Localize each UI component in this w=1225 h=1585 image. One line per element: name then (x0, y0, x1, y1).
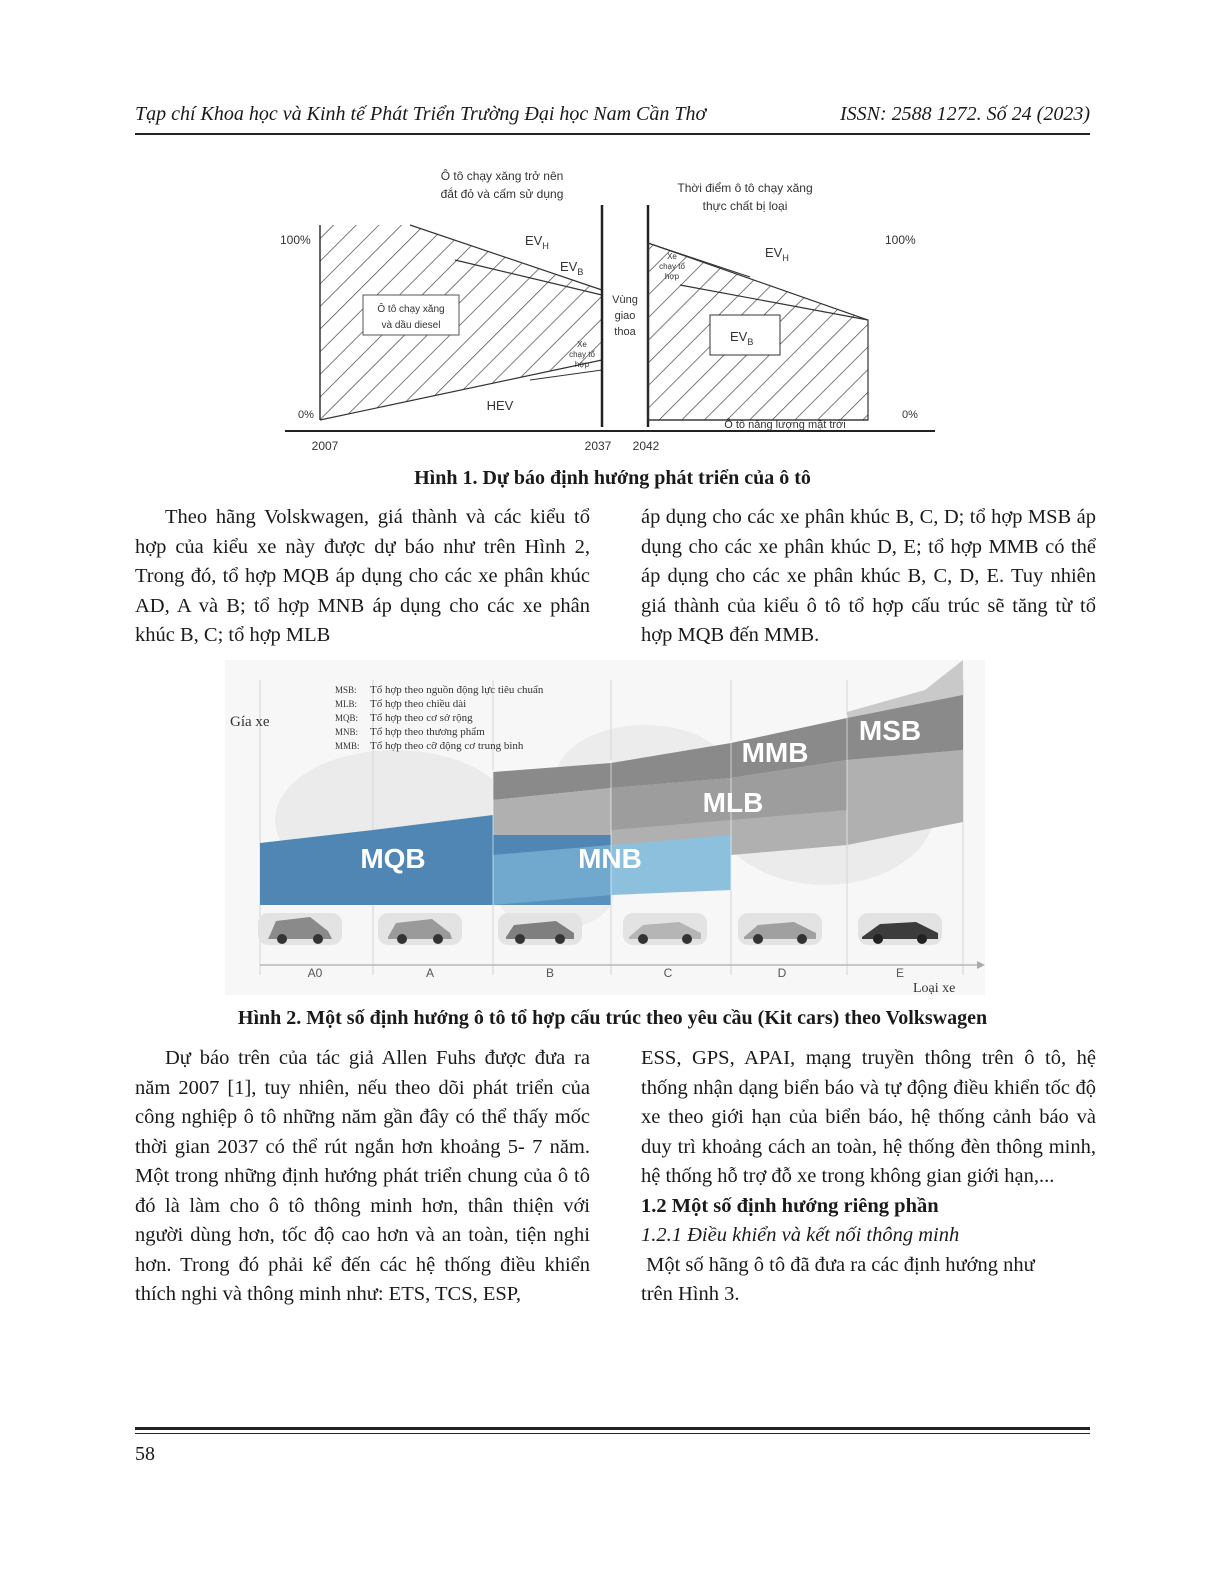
para2-right-text: ESS, GPS, APAI, mạng truyền thông trên ô tô, hệ thống nhận dạng biển báo và tự động điều khiển tốc độ xe theo giới hạn của biển báo, hệ thống cảnh báo và duy trì khoảng cách an toàn, hệ thống đèn thông minh, hệ thống hỗ trợ đỗ xe trong không gian giới hạn,... (641, 1047, 1096, 1187)
annotation-left-2: đắt đỏ và cấm sử dụng (440, 187, 564, 201)
ev-h-left: $EV_H$ (525, 233, 549, 251)
label-100-left: 100% (280, 233, 311, 247)
legend-code-4: MMB: (335, 741, 360, 751)
legend-text-0: Tổ hợp theo nguồn động lực tiêu chuẩn (370, 684, 544, 696)
figure-1-caption: Hình 1. Dự báo định hướng phát triển của ô tô (414, 467, 811, 489)
legend-code-1: MLB: (335, 699, 358, 709)
hybrid-right-1: Xe (667, 252, 677, 261)
hev-label: HEV (486, 398, 514, 413)
page-number: 58 (135, 1443, 155, 1465)
year-2037: 2037 (584, 439, 612, 453)
annotation-left-1: Ô tô chạy xăng trở nên (440, 169, 564, 183)
journal-title: Tạp chí Khoa học và Kinh tế Phát Triển Trường Đại học Nam Cần Thơ (135, 103, 707, 125)
y-axis-label: Gía xe (230, 714, 270, 730)
label-0-right: 0% (902, 409, 918, 421)
legend-code-0: MSB: (335, 685, 357, 695)
car-e (858, 913, 942, 945)
car-c (623, 913, 707, 945)
cat-b: B (545, 966, 555, 980)
label-mnb: MNB (578, 843, 642, 874)
annotation-right-2: thực chất bị loại (702, 199, 788, 213)
legend-code-3: MNB: (335, 727, 359, 737)
legend-text-3: Tổ hợp theo thương phẩm (370, 726, 485, 738)
hybrid-right-3: hợp (664, 272, 680, 281)
car-d (738, 913, 822, 945)
paragraph-1-right (641, 503, 1096, 651)
ev-h-right: $EV_H$ (765, 245, 789, 263)
section-heading: 1.2 Một số định hướng riêng phần (641, 1194, 939, 1217)
legend-text-4: Tổ hợp theo cỡ động cơ trung bình (370, 740, 524, 752)
label-100-right: 100% (885, 233, 916, 247)
hybrid-left-1: Xe (577, 340, 587, 349)
annotation-right-1: Thời điểm ô tô chạy xăng (677, 181, 813, 195)
issn-info: ISSN: 2588 1272. Số 24 (2023) (840, 103, 1090, 125)
para2-left-text: Dự báo trên của tác giả Allen Fuhs được đưa ra năm 2007 [1], tuy nhiên, nếu theo dõi phát triển của công nghiệp ô tô những năm gần đây có thể thấy mốc thời gian 2037 có thể rút ngắn hơn khoảng 5- 7 năm. Một trong những định hướng phát triển chung của ô tô đó là làm cho ô tô thông minh hơn, thân thiện với người dùng hơn, tốc độ cao hơn và an toàn, tiện nghi hơn. Trong đó phải kể đến các hệ thống điều khiển thích nghi và thông minh như: ETS, TCS, ESP, (135, 1047, 590, 1305)
cat-a: A (425, 966, 435, 980)
figure-2-caption: Hình 2. Một số định hướng ô tô tổ hợp cấu trúc theo yêu cầu (Kit cars) theo Volkswagen (237, 1007, 988, 1029)
label-mqb: MQB (360, 843, 426, 874)
car-b (498, 913, 582, 945)
car-a (378, 913, 462, 945)
year-2042: 2042 (632, 439, 660, 453)
paragraph-2-left (135, 1044, 590, 1310)
subsection-heading: 1.2.1 Điều khiển và kết nối thông minh (641, 1224, 960, 1246)
label-mmb: MMB (741, 737, 809, 768)
transition-1: Vùng (612, 294, 638, 306)
figure-2 (225, 660, 985, 995)
transition-3: thoa (614, 326, 636, 338)
figure-1-diagram (280, 165, 940, 460)
paragraph-2-right (641, 1044, 1096, 1310)
para1-right-text: áp dụng cho các xe phân khúc B, C, D; tổ hợp MSB áp dụng cho các xe phân khúc D, E; tổ hợp MMB có thể áp dụng cho các xe phân khúc B, C, D, E. Tuy nhiên giá thành của kiểu ô tô tổ hợp cấu trúc sẽ tăng từ tổ hợp MQB đến MMB. (641, 506, 1096, 646)
legend-code-2: MQB: (335, 713, 359, 723)
ev-b-left: $EV_B$ (560, 259, 584, 277)
label-mlb: MLB (702, 787, 764, 818)
legend-text-2: Tổ hợp theo cơ sở rộng (370, 712, 473, 724)
footer-rule-thick (135, 1427, 1090, 1430)
x-axis-label: Loại xe (913, 981, 956, 995)
running-header (135, 103, 1090, 137)
hybrid-left-3: hợp (574, 360, 590, 369)
petrol-box-line1: Ô tô chạy xăng (377, 304, 445, 315)
petrol-box-line2: và dầu diesel (381, 320, 441, 331)
car-a0 (258, 913, 342, 945)
label-msb: MSB (858, 715, 922, 746)
para1-left-text: Theo hãng Volskwagen, giá thành và các kiểu tổ hợp của kiểu xe này được dự báo như trên Hình 2, Trong đó, tổ hợp MQB áp dụng cho các xe phân khúc AD, A và B; tổ hợp MNB áp dụng cho các xe phân khúc B, C; tổ hợp MLB (135, 506, 590, 646)
ev-b-right: $EV_B$ (730, 329, 754, 347)
para3-text: Một số hãng ô tô đã đưa ra các định hướng như trên Hình 3. (641, 1253, 1040, 1305)
cat-c: C (663, 966, 673, 980)
cat-a0: A0 (307, 966, 323, 980)
year-2007: 2007 (311, 439, 339, 453)
solar-label: Ô tô năng lượng mặt trời (724, 419, 846, 431)
transition-2: giao (614, 310, 636, 322)
figure-2-chart (225, 660, 985, 995)
hybrid-right-2: chạy tổ (659, 262, 685, 271)
paragraph-1-left (135, 503, 590, 651)
footer-rule-thin (135, 1433, 1090, 1434)
cat-e: E (895, 966, 905, 980)
header-rule (135, 133, 1090, 135)
cat-d: D (777, 966, 787, 980)
hybrid-left-2: chạy tổ (569, 350, 595, 359)
legend-text-1: Tổ hợp theo chiều dài (370, 698, 467, 710)
label-0-left: 0% (298, 409, 314, 421)
figure-1 (280, 165, 940, 460)
